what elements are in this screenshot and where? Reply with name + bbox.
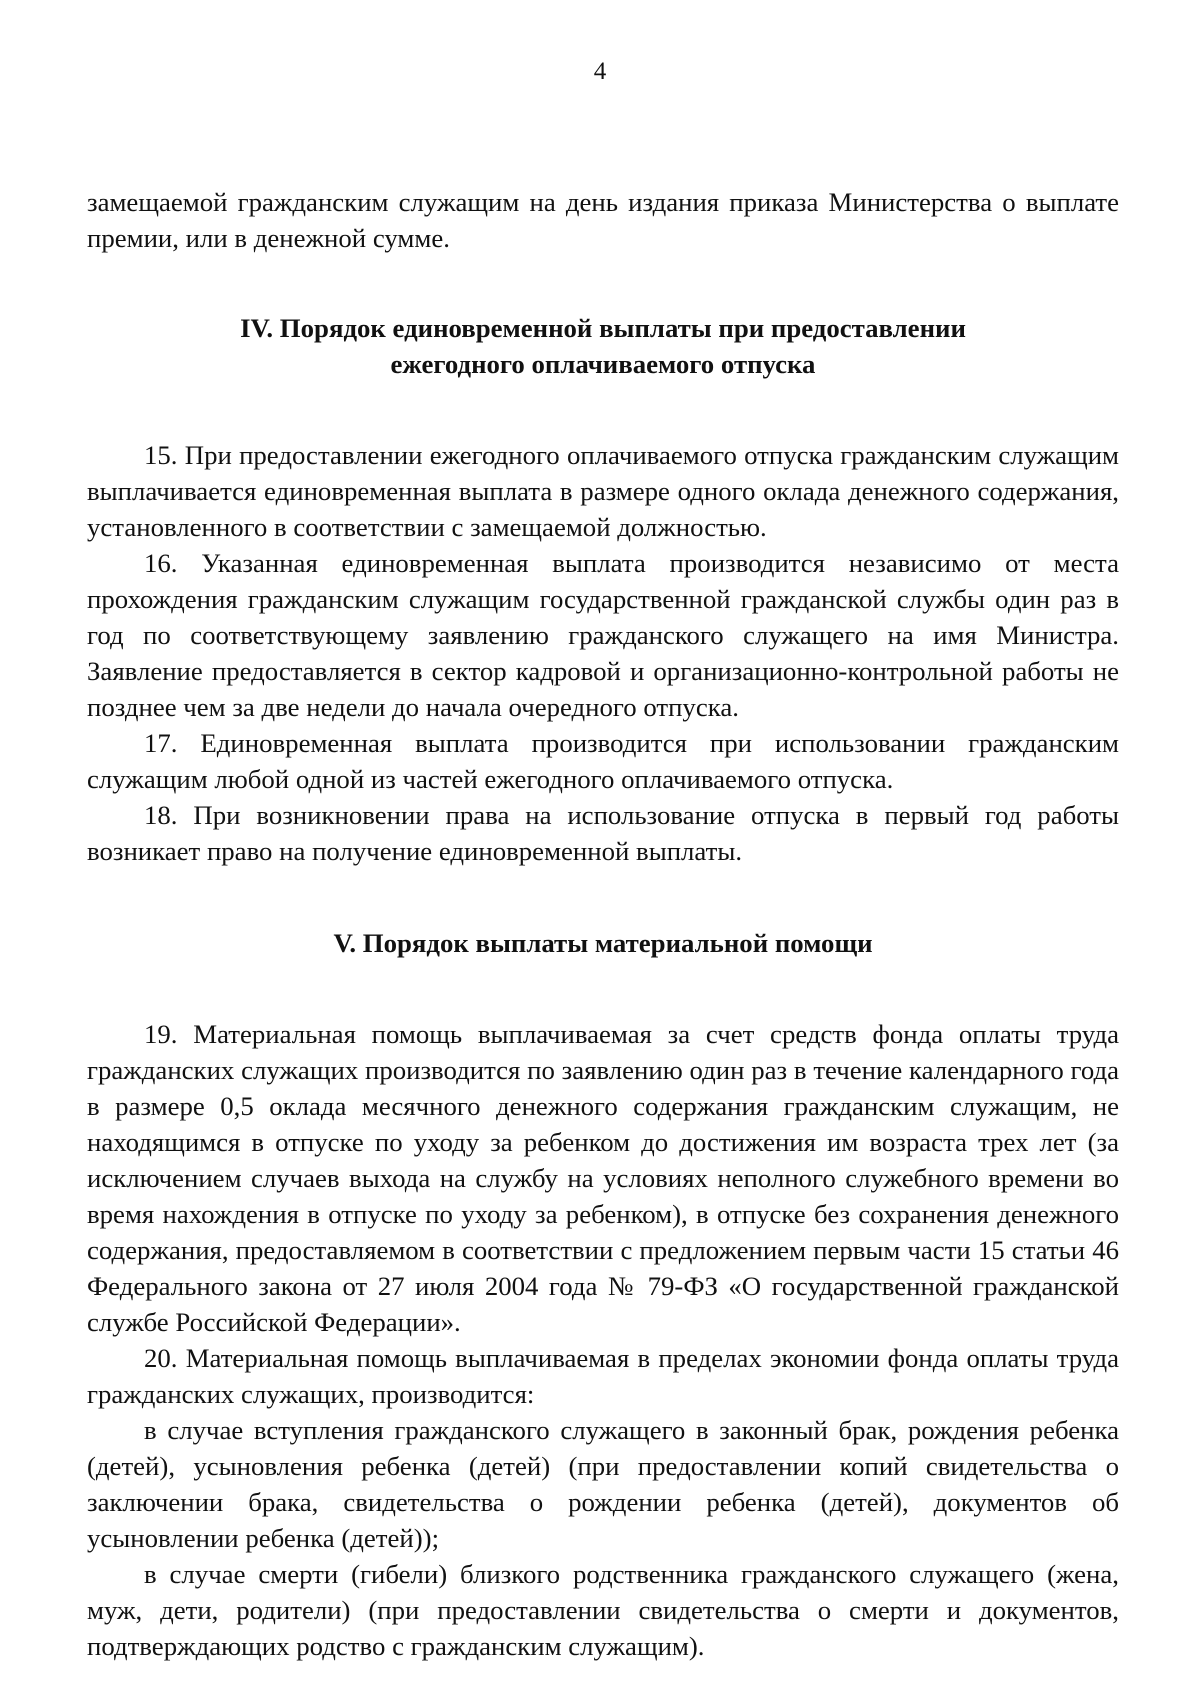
section-4-heading bbox=[87, 310, 1119, 382]
document-body bbox=[87, 184, 1119, 1664]
paragraph-15: 15. При предоставлении ежегодного оплачиваемого отпуска гражданским служащим выплачивается единовременная выплата в размере одного оклада денежного содержания, установленного в соответствии с замещаемой должностью. bbox=[87, 440, 1119, 542]
section-4-heading-line-2: ежегодного оплачиваемого отпуска bbox=[390, 349, 816, 379]
paragraph-20: 20. Материальная помощь выплачиваемая в пределах экономии фонда оплаты труда гражданских служащих, производится: bbox=[87, 1343, 1119, 1409]
paragraph-19: 19. Материальная помощь выплачиваемая за счет средств фонда оплаты труда гражданских служащих производится по заявлению один раз в течение календарного года в размере 0,5 оклада месячного денежного содержания гражданским служащим, не находящимся в отпуске по уходу за ребенком до достижения им возраста трех лет (за исключением случаев выхода на службу на условиях неполного служебного времени во время нахождения в отпуске по уходу за ребенком), в отпуске без сохранения денежного содержания, предоставляемом в соответствии с предложением первым части 15 статьи 46 Федерального закона от 27 июля 2004 года № 79-ФЗ «О государственной гражданской службе Российской Федерации». bbox=[87, 1019, 1119, 1337]
paragraph-17: 17. Единовременная выплата производится при использовании гражданским служащим любой одной из частей ежегодного оплачиваемого отпуска. bbox=[87, 728, 1119, 794]
intro-paragraph: замещаемой гражданским служащим на день издания приказа Министерства о выплате премии, или в денежной сумме. bbox=[87, 187, 1119, 253]
section-4-heading-line-1: IV. Порядок единовременной выплаты при предоставлении bbox=[240, 313, 966, 343]
section-5-heading: V. Порядок выплаты материальной помощи bbox=[333, 928, 873, 958]
paragraph-20-item-marriage-birth: в случае вступления гражданского служащего в законный брак, рождения ребенка (детей), усыновления ребенка (детей) (при предоставлении копий свидетельства о заключении брака, свидетельства о рождении ребенка (детей), документов об усыновлении ребенка (детей)); bbox=[87, 1415, 1119, 1553]
paragraph-16: 16. Указанная единовременная выплата производится независимо от места прохождения гражданским служащим государственной гражданской службы один раз в год по соответствующему заявлению гражданского служащего на имя Министра. Заявление предоставляется в сектор кадровой и организационно-контрольной работы не позднее чем за две недели до начала очередного отпуска. bbox=[87, 548, 1119, 722]
page-number: 4 bbox=[593, 58, 607, 85]
paragraph-18: 18. При возникновении права на использование отпуска в первый год работы возникает право на получение единовременной выплаты. bbox=[87, 800, 1119, 866]
paragraph-20-item-death: в случае смерти (гибели) близкого родственника гражданского служащего (жена, муж, дети, родители) (при предоставлении свидетельства о смерти и документов, подтверждающих родство с гражданским служащим). bbox=[87, 1559, 1119, 1661]
